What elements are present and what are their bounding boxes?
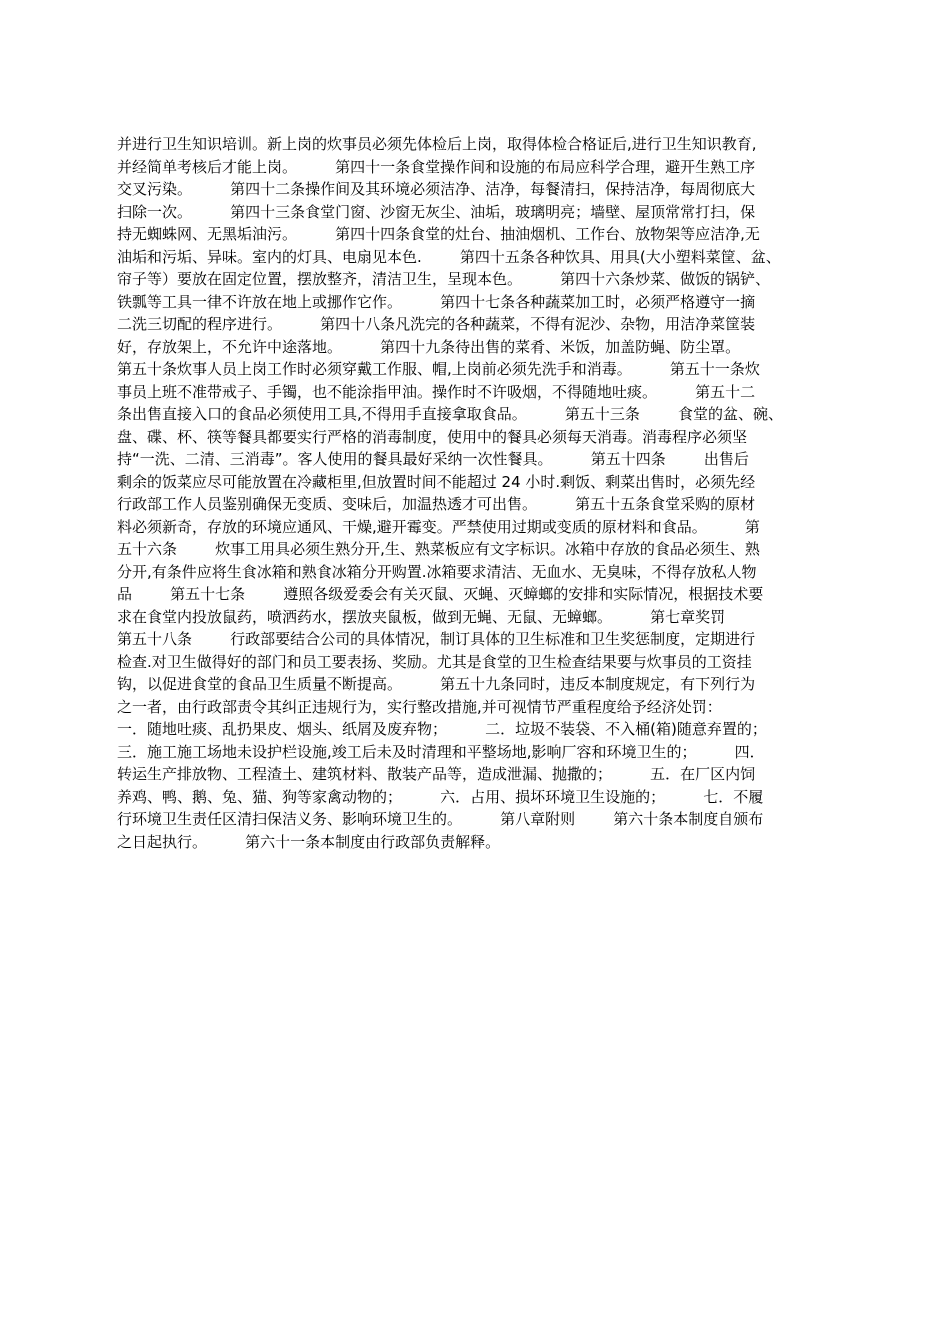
text-line: 第五十条炊事人员上岗工作时必须穿戴工作服、帽,上岗前必须先洗手和消毒。 第五十一条炊: [117, 360, 760, 378]
text-line: 好，存放架上，不允许中途落地。 第四十九条待出售的菜肴、米饭，加盖防蝇、防尘罩。: [117, 337, 741, 356]
text-line: 条出售直接入口的食品必须使用工具,不得用手直接拿取食品。 第五十三条 食堂的盆、碗、: [117, 405, 784, 423]
text-line: 料必须新奇，存放的环境应通风、干燥,避开霉变。严禁使用过期或变质的原材料和食品。 第: [117, 517, 760, 536]
text-line: 之日起执行。 第六十一条本制度由行政部负责解释。: [117, 832, 501, 851]
text-line: 三．施工施工场地未设护栏设施,竣工后未及时清理和平整场地,影响厂容和环境卫生的； 四．: [117, 742, 765, 761]
text-line: 帘子等）要放在固定位置，摆放整齐，清洁卫生，呈现本色。 第四十六条炒菜、做饭的锅铲、: [117, 270, 771, 288]
text-line: 分开,有条件应将生食冰箱和熟食冰箱分开购置.冰箱要求清洁、无血水、无臭味，不得存放私人物: [117, 562, 757, 581]
document-body: [117, 133, 837, 853]
text-line: 养鸡、鸭、鹅、兔、猫、狗等家禽动物的； 六．占用、损坏环境卫生设施的； 七．不履: [117, 787, 764, 806]
text-line: 交叉污染。 第四十二条操作间及其环境必须洁净、洁净，每餐清扫，保持洁净，每周彻底大: [117, 180, 756, 198]
text-line: 持无蜘蛛网、无黑垢油污。 第四十四条食堂的灶台、抽油烟机、工作台、放物架等应洁净,无: [117, 225, 760, 243]
text-line: 油垢和污垢、异味。室内的灯具、电扇见本色. 第四十五条各种饮具、用具(大小塑料菜筐、盆、: [117, 247, 781, 266]
text-line: 铁瓢等工具一律不许放在地上或挪作它作。 第四十七条各种蔬菜加工时，必须严格遵守一摘: [117, 292, 756, 311]
text-line: 第五十八条 行政部要结合公司的具体情况，制订具体的卫生标准和卫生奖惩制度，定期进行: [117, 630, 756, 648]
text-line: 求在食堂内投放鼠药，喷洒药水，摆放夹鼠板，做到无蝇、无鼠、无蟑螂。 第七章奖罚: [117, 607, 726, 626]
text-line: 剩余的饭菜应尽可能放置在冷藏柜里,但放置时间不能超过 24 小时.剩饭、剩菜出售时，必须先经: [117, 472, 756, 491]
text-line: 并经简单考核后才能上岗。 第四十一条食堂操作间和设施的布局应科学合理，避开生熟工序: [117, 157, 756, 176]
text-line: 五十六条 炊事工用具必须生熟分开,生、熟菜板应有文字标识。冰箱中存放的食品必须生、熟: [117, 540, 760, 558]
text-line: 事员上班不准带戒子、手镯，也不能涂指甲油。操作时不许吸烟，不得随地吐痰。 第五十二: [117, 382, 756, 401]
text-line: 品 第五十七条 遵照各级爱委会有关灭鼠、灭蝇、灭蟑螂的安排和实际情况，根据技术要: [117, 585, 764, 603]
text-line: 行政部工作人员鉴别确保无变质、变味后，加温热透才可出售。 第五十五条食堂采购的原材: [117, 495, 756, 513]
text-line: 检查.对卫生做得好的部门和员工要表扬、奖励。尤其是食堂的卫生检查结果要与炊事员的工资挂: [117, 652, 752, 671]
text-line: 持“一洗、二清、三消毒”。客人使用的餐具最好采纳一次性餐具。 第五十四条 出售后: [117, 450, 749, 468]
text-line: 盘、碟、杯、筷等餐具都要实行严格的消毒制度，使用中的餐具必须每天消毒。消毒程序必须坚: [117, 427, 748, 446]
text-line: 并进行卫生知识培训。新上岗的炊事员必须先体检后上岗，取得体检合格证后,进行卫生知识教育,: [117, 135, 757, 153]
text-line: 扫除一次。 第四十三条食堂门窗、沙窗无灰尘、油垢，玻璃明亮；墙壁、屋顶常常打扫，保: [117, 202, 756, 221]
text-line: 行环境卫生责任区清扫保洁义务、影响环境卫生的。 第八章附则 第六十条本制度自颁布: [117, 810, 764, 828]
text-line: 二洗三切配的程序进行。 第四十八条凡洗完的各种蔬菜，不得有泥沙、杂物，用洁净菜筐装: [117, 315, 756, 333]
text-line: 一．随地吐痰、乱扔果皮、烟头、纸屑及废弃物； 二．垃圾不装袋、不入桶(箱)随意弃置的；: [117, 720, 767, 738]
text-line: 之一者，由行政部责令其纠正违规行为，实行整改措施,并可视情节严重程度给予经济处罚：: [117, 697, 722, 716]
text-line: 钩，以促进食堂的食品卫生质量不断提高。 第五十九条同时，违反本制度规定，有下列行为: [117, 675, 756, 693]
text-line: 转运生产排放物、工程渣土、建筑材料、散装产品等，造成泄漏、抛撒的； 五．在厂区内饲: [117, 765, 756, 783]
